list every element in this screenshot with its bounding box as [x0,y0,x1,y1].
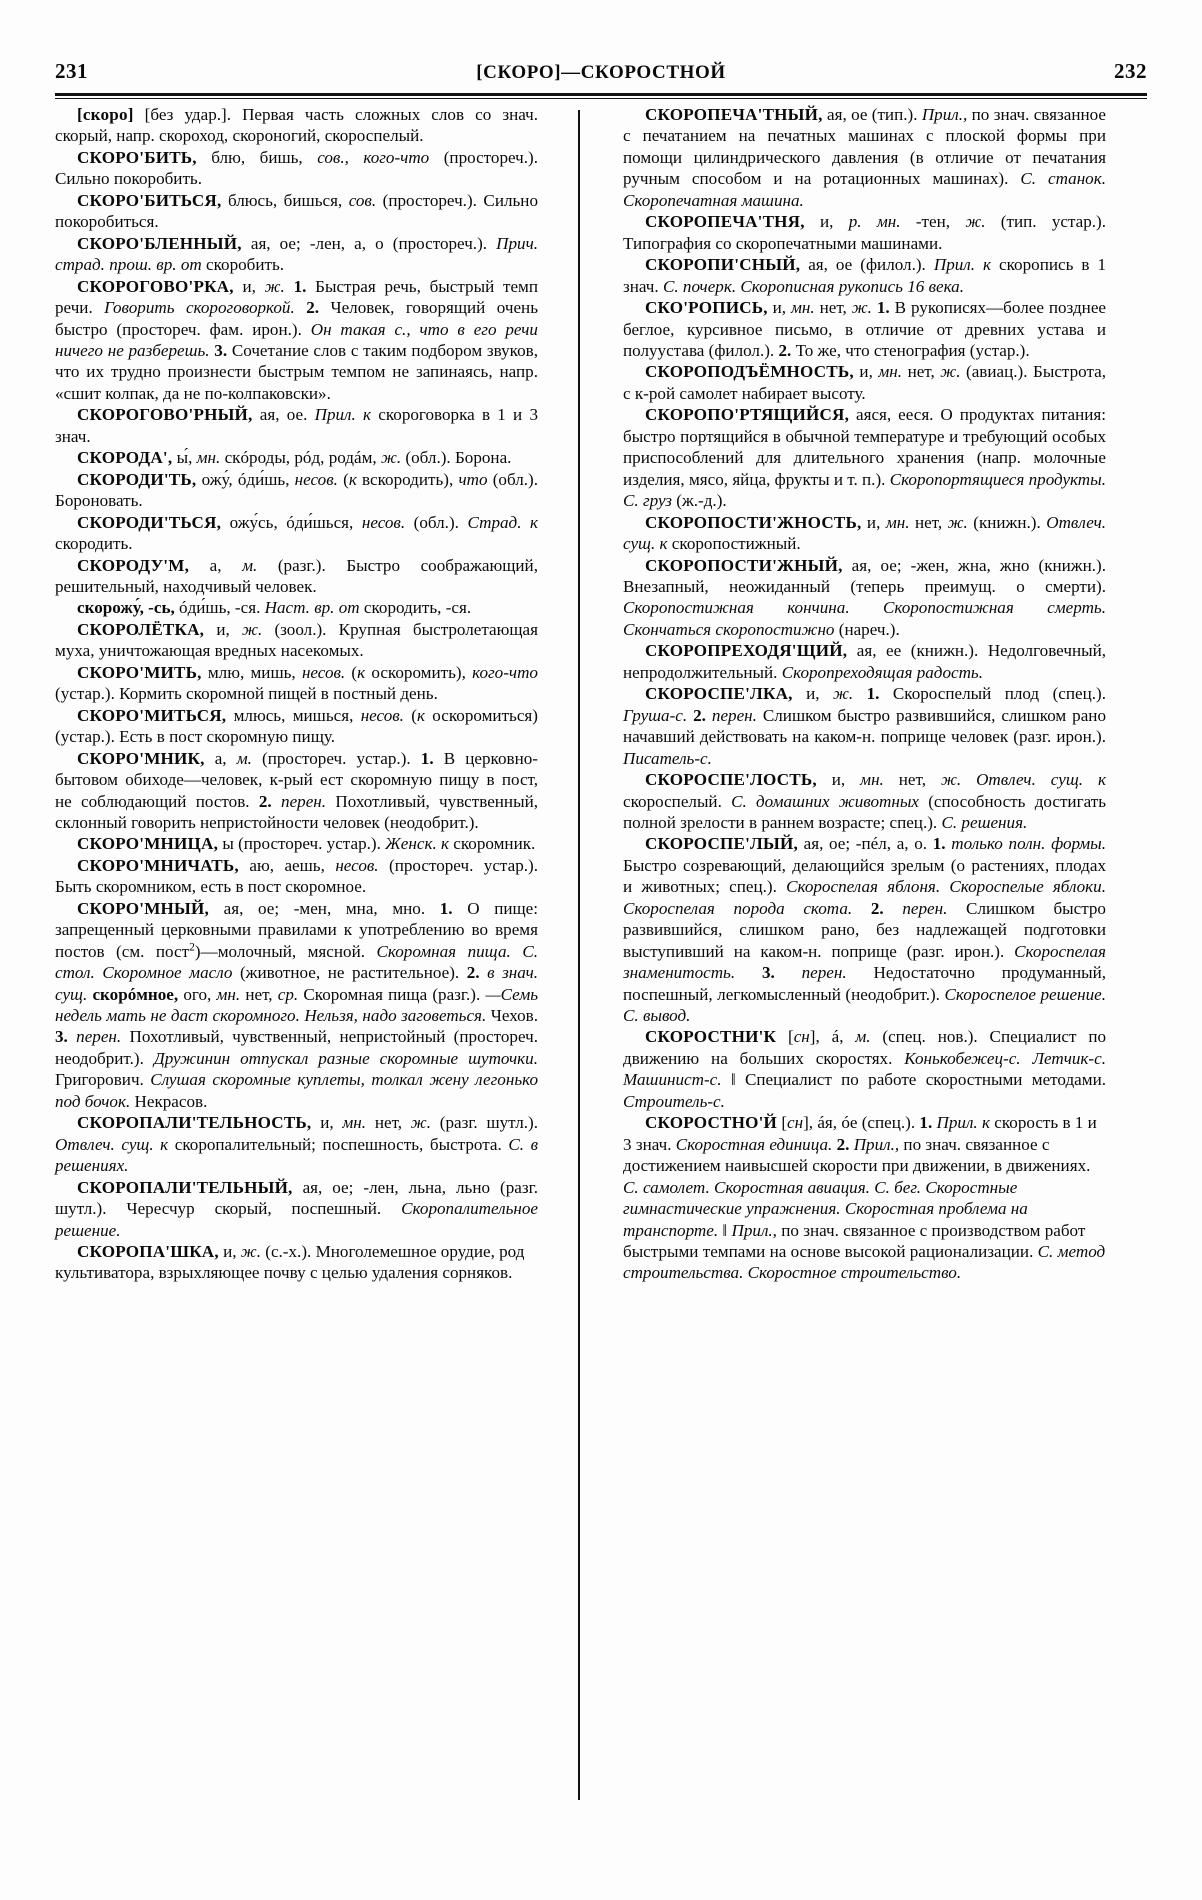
entry-definition: ая, ое (тип.). Прил., по знач. связанное с печатанием на печатных машинах с плоской формы при помощи цилиндрического давления (в отличие от печатания ручным способом и на ротационных машинах). С. станок. Скоропечатная машина. [623,105,1106,210]
entry-headword: СКОРОДИ'ТЬ, [77,469,197,489]
dictionary-entry [55,898,538,1113]
entry-definition: ая, ое (филол.). Прил. к скоропись в 1 знач. С. почерк. Скорописная рукопись 16 века. [623,255,1107,296]
dictionary-entry [55,855,538,898]
entry-definition: ая, ое; -мен, мна, мно. 1. О пище: запрещенный церковными правилами к употреблению во время постов (см. пост$^2$)—молочный, мясной. Скоромная пища. С. стол. Скоромное масло (животное, не растительное). 2. в знач. сущ. скорóмное, ого, мн. нет, ср. Скоромная пища (разг.). —Семь недель мать не даст скоромного. Нельзя, надо заговеться. Чехов. 3. перен. Похотливый, чувственный, непристойный (простореч. неодобрит.). Дружинин отпускал разные скоромные шуточки. Григорович. Слушая скоромные куплеты, толкал жену легонько под бочок. Некрасов. [55,898,539,1111]
header-rule [55,93,1147,99]
entry-headword: СКОРОСТНИ'К [645,1027,777,1047]
entry-headword: СКОРО'МНИК, [77,748,205,768]
folio-right: 232 [1113,59,1147,83]
dictionary-entry [55,147,538,190]
entry-headword: СКОРОГОВО'РНЫЙ, [77,405,253,425]
page-title: [СКОРО]—СКОРОСТНОЙ [476,62,726,83]
entry-definition: [без удар.]. Первая часть сложных слов со знач. скорый, напр. скороход, скороногий, скороспелый. [55,105,538,146]
dictionary-entry [623,555,1106,641]
dictionary-entry [55,597,538,618]
entry-definition: блюсь, бишься, сов. (простореч.). Сильно покоробиться. [55,190,538,232]
entry-definition: ая, ое; -лен, льна, льно (разг. шутл.). Чересчур скорый, поспешный. Скоропалительное решение. [55,1177,538,1240]
entry-definition: и, ж. (зоол.). Крупная быстролетающая муха, уничтожающая вредных насекомых. [55,619,539,661]
entry-definition: ожу́, óди́шь, несов. (к вскородить), что (обл.). Бороновать. [55,469,538,511]
entry-headword: СКОРОДА', [77,448,173,468]
entry-headword: СКОРО'МИТЬСЯ, [77,705,227,725]
dictionary-entry [623,683,1106,769]
entry-headword: СКОРОСПЕ'ЛЫЙ, [645,834,798,854]
entry-headword: СКОРО'БИТЬСЯ, [77,190,222,210]
entry-headword: СКОРОПАЛИ'ТЕЛЬНЫЙ, [77,1177,293,1197]
dictionary-entry [55,1177,538,1241]
dictionary-entry [55,104,538,147]
entry-definition: ы́, мн. скóроды, рóд, родáм, ж. (обл.). Борона. [172,448,512,468]
dictionary-entry [623,361,1106,404]
entry-definition: ы (простореч. устар.). Женск. к скоромник. [218,834,536,854]
entry-headword: СКОРО'МНЫЙ, [77,898,209,918]
entry-headword: СКОРО'БЛЕННЫЙ, [77,233,242,253]
column-left [55,104,538,1284]
dictionary-entry [55,512,538,555]
entry-definition: млюсь, мишься, несов. (к оскоромиться) (устар.). Есть в пост скоромную пищу. [55,705,538,747]
dictionary-entry [623,512,1106,555]
dictionary-entry [55,555,538,598]
entry-definition: и, ж. 1. Быстрая речь, быстрый темп речи. Говорить скороговоркой. 2. Человек, говорящий очень быстро (простореч. фам. ирон.). Он такая с., что в его речи ничего не разберешь. 3. Сочетание слов с таким подбором звуков, что их трудно произнести быстрым темпом не запинаясь, напр. «сшит колпак, да не по-колпаковски». [55,276,539,403]
entry-headword: СКОРОПРЕХОДЯ'ЩИЙ, [645,641,848,661]
entry-definition: и, мн. нет, ж. Отвлеч. сущ. к скороспелый. С. домашних животных (способность достигать полной зрелости в раннем возрасте; спец.). С. решения. [623,770,1106,832]
entry-definition: ая, ее (книжн.). Недолговечный, непродолжительный. Скоропреходящая радость. [623,641,1106,682]
entry-definition: и, мн. нет, ж. (авиац.). Быстрота, с к-рой самолет набирает высоту. [623,362,1106,403]
entry-headword: СКОРОПОСТИ'ЖНЫЙ, [645,555,843,575]
entry-definition: óди́шь, -ся. Наст. вр. от скородить, -ся. [174,598,472,618]
dictionary-entry [55,469,538,512]
running-head [55,50,1147,84]
entry-definition: ожу́сь, óди́шься, несов. (обл.). Страд. к скородить. [55,512,539,554]
entry-headword: СКОРОПЕЧА'ТНЯ, [645,212,805,232]
entry-headword: СКОРОПИ'СНЫЙ, [645,255,801,275]
entry-headword: СКОРОПОДЪЁМНОСТЬ, [645,362,854,382]
entry-headword: СКОРОЛЁТКА, [77,619,205,639]
entry-headword: СКОРОСПЕ'ЛКА, [645,684,793,704]
dictionary-entry [55,233,538,276]
entry-headword: [скоро] [77,105,134,124]
entry-definition: и, ж. 1. Скороспелый плод (спец.). Груша-с. 2. перен. Слишком быстро развившийся, слишком рано начавший действовать на каком-н. поприще человек (разг. ирон.). Писатель-с. [623,684,1106,768]
entry-headword: СКОРОПА'ШКА, [77,1242,219,1262]
dictionary-entry [55,662,538,705]
entry-definition: аю, аешь, несов. (простореч. устар.). Быть скоромником, есть в пост скоромное. [55,855,538,897]
dictionary-entry [623,1112,1106,1284]
dictionary-entry [55,190,538,233]
entry-headword: СКОРО'МНИЦА, [77,834,219,854]
dictionary-entry [55,748,538,834]
dictionary-entry [623,1026,1106,1112]
entry-headword: СКОРОСПЕ'ЛОСТЬ, [645,770,817,790]
dictionary-entry [55,619,538,662]
entry-definition: ая, ое; -жен, жна, жно (книжн.). Внезапный, неожиданный (теперь преимущ. о смерти). Скоропостижная кончина. Скоропостижная смерть. Скончаться скоропостижно (нареч.). [623,555,1106,639]
entry-definition: ая, ое; -лен, а, о (простореч.). Прич. страд. прош. вр. от скоробить. [55,233,538,275]
dictionary-entry [55,833,538,854]
dictionary-entry [623,254,1106,297]
entry-headword: СКОРОПОСТИ'ЖНОСТЬ, [645,512,862,532]
entry-headword: СКОРОПО'РТЯЩИЙСЯ, [645,405,850,425]
column-right [623,104,1106,1284]
dictionary-entry [55,276,538,405]
entry-headword: СКОРО'МИТЬ, [77,662,202,682]
entry-definition: а, м. (простореч. устар.). 1. В церковно-бытовом обиходе—человек, к-рый ест скоромную пищу в пост, не соблюдающий постов. 2. перен. Похотливый, чувственный, склонный говорить непристойности человек (неодобрит.). [55,748,539,832]
entry-definition: [сн], áя, óе (спец.). 1. Прил. к скорость в 1 и 3 знач. Скоростная единица. 2. Прил., по знач. связанное с достижением наивысшей скорости при движении, в движениях. С. самолет. Скоростная авиация. С. бег. Скоростные гимнастические упражнения. Скоростная проблема на транспорте. ‖ Прил., по знач. связанное с производством работ быстрыми темпами на основе высокой рационализации. С. метод строительства. Скоростное строительство. [623,1113,1106,1283]
dictionary-entry [623,297,1106,361]
dictionary-entry [623,833,1106,1026]
dictionary-entry [55,447,538,468]
entry-definition: и, мн. нет, ж. 1. В рукописях—более позднее беглое, курсивное письмо, в отличие от древних устава и полуустава (филол.). 2. То же, что стенография (устар.). [623,298,1106,360]
entry-definition: блю, бишь, сов., кого-что (простореч.). Сильно покоробить. [55,147,539,189]
entry-headword: СКОРО'БИТЬ, [77,147,197,167]
entry-definition: и, ж. (с.-х.). Многолемешное орудие, род культиватора, взрыхляющее почву с целью удаления сорняков. [55,1242,525,1283]
folio-left: 231 [55,59,88,83]
entry-headword: СКОРОГОВО'РКА, [77,276,234,296]
entry-definition: ая, ое; -пéл, а, о. 1. только полн. формы. Быстро созревающий, делающийся зрелым (о растениях, плодах и животных; спец.). Скороспелая яблоня. Скороспелые яблоки. Скороспелая порода скота. 2. перен. Слишком быстро развившийся, слишком рано, без надлежащей подготовки выступивший на каком-н. поприще (разг. ирон.). Скороспелая знаменитость. 3. перен. Недостаточно продуманный, поспешный, легкомысленный (неодобрит.). Скороспелое решение. С. вывод. [623,834,1107,1026]
entry-headword: СКОРО'МНИЧАТЬ, [77,855,239,875]
entry-headword: СКОРОДУ'М, [77,555,190,575]
dictionary-entry [55,1112,538,1176]
entry-definition: ая, ое. Прил. к скороговорка в 1 и 3 знач. [55,405,538,446]
dictionary-entry [55,705,538,748]
column-container [55,104,1147,1824]
entry-definition: а, м. (разг.). Быстро соображающий, решительный, находчивый человек. [55,555,538,596]
entry-headword: СКОРОДИ'ТЬСЯ, [77,512,222,532]
entry-definition: млю, мишь, несов. (к оскоромить), кого-что (устар.). Кормить скоромной пищей в постный день. [55,662,538,704]
entry-definition: аяся, ееся. О продуктах питания: быстро портящийся в обычной температуре и требующий особых приспособлений для длительного хранения (напр. молочные изделия, мясо, яйца, фрукты и т. п.). Скоропортящиеся продукты. С. груз (ж.-д.). [623,405,1106,511]
entry-definition: [сн], á, м. (спец. нов.). Специалист по движению на больших скоростях. Конькобежец-с. Летчик-с. Машинист-с. ‖ Специалист по работе скоростными методами. Строитель-с. [623,1027,1107,1111]
dictionary-entry [55,404,538,447]
dictionary-entry [55,1241,538,1284]
dictionary-entry [623,211,1106,254]
dictionary-entry [623,104,1106,211]
entry-definition: и, р. мн. -тен, ж. (тип. устар.). Типография со скоропечатными машинами. [623,212,1107,253]
dictionary-entry [623,404,1106,511]
entry-headword: СКОРОПАЛИ'ТЕЛЬНОСТЬ, [77,1113,312,1133]
dictionary-entry [623,640,1106,683]
entry-headword: скорожу́, -сь, [77,598,175,618]
entry-definition: и, мн. нет, ж. (разг. шутл.). Отвлеч. сущ. к скоропалительный; поспешность, быстрота. С. в решениях. [55,1113,538,1176]
dictionary-entry [623,769,1106,833]
entry-headword: СКО'РОПИСЬ, [645,298,768,318]
entry-definition: и, мн. нет, ж. (книжн.). Отвлеч. сущ. к скоропостижный. [623,512,1106,554]
entry-headword: СКОРОСТНО'Й [645,1113,778,1133]
column-divider [578,110,580,1800]
entry-headword: СКОРОПЕЧА'ТНЫЙ, [645,105,823,124]
